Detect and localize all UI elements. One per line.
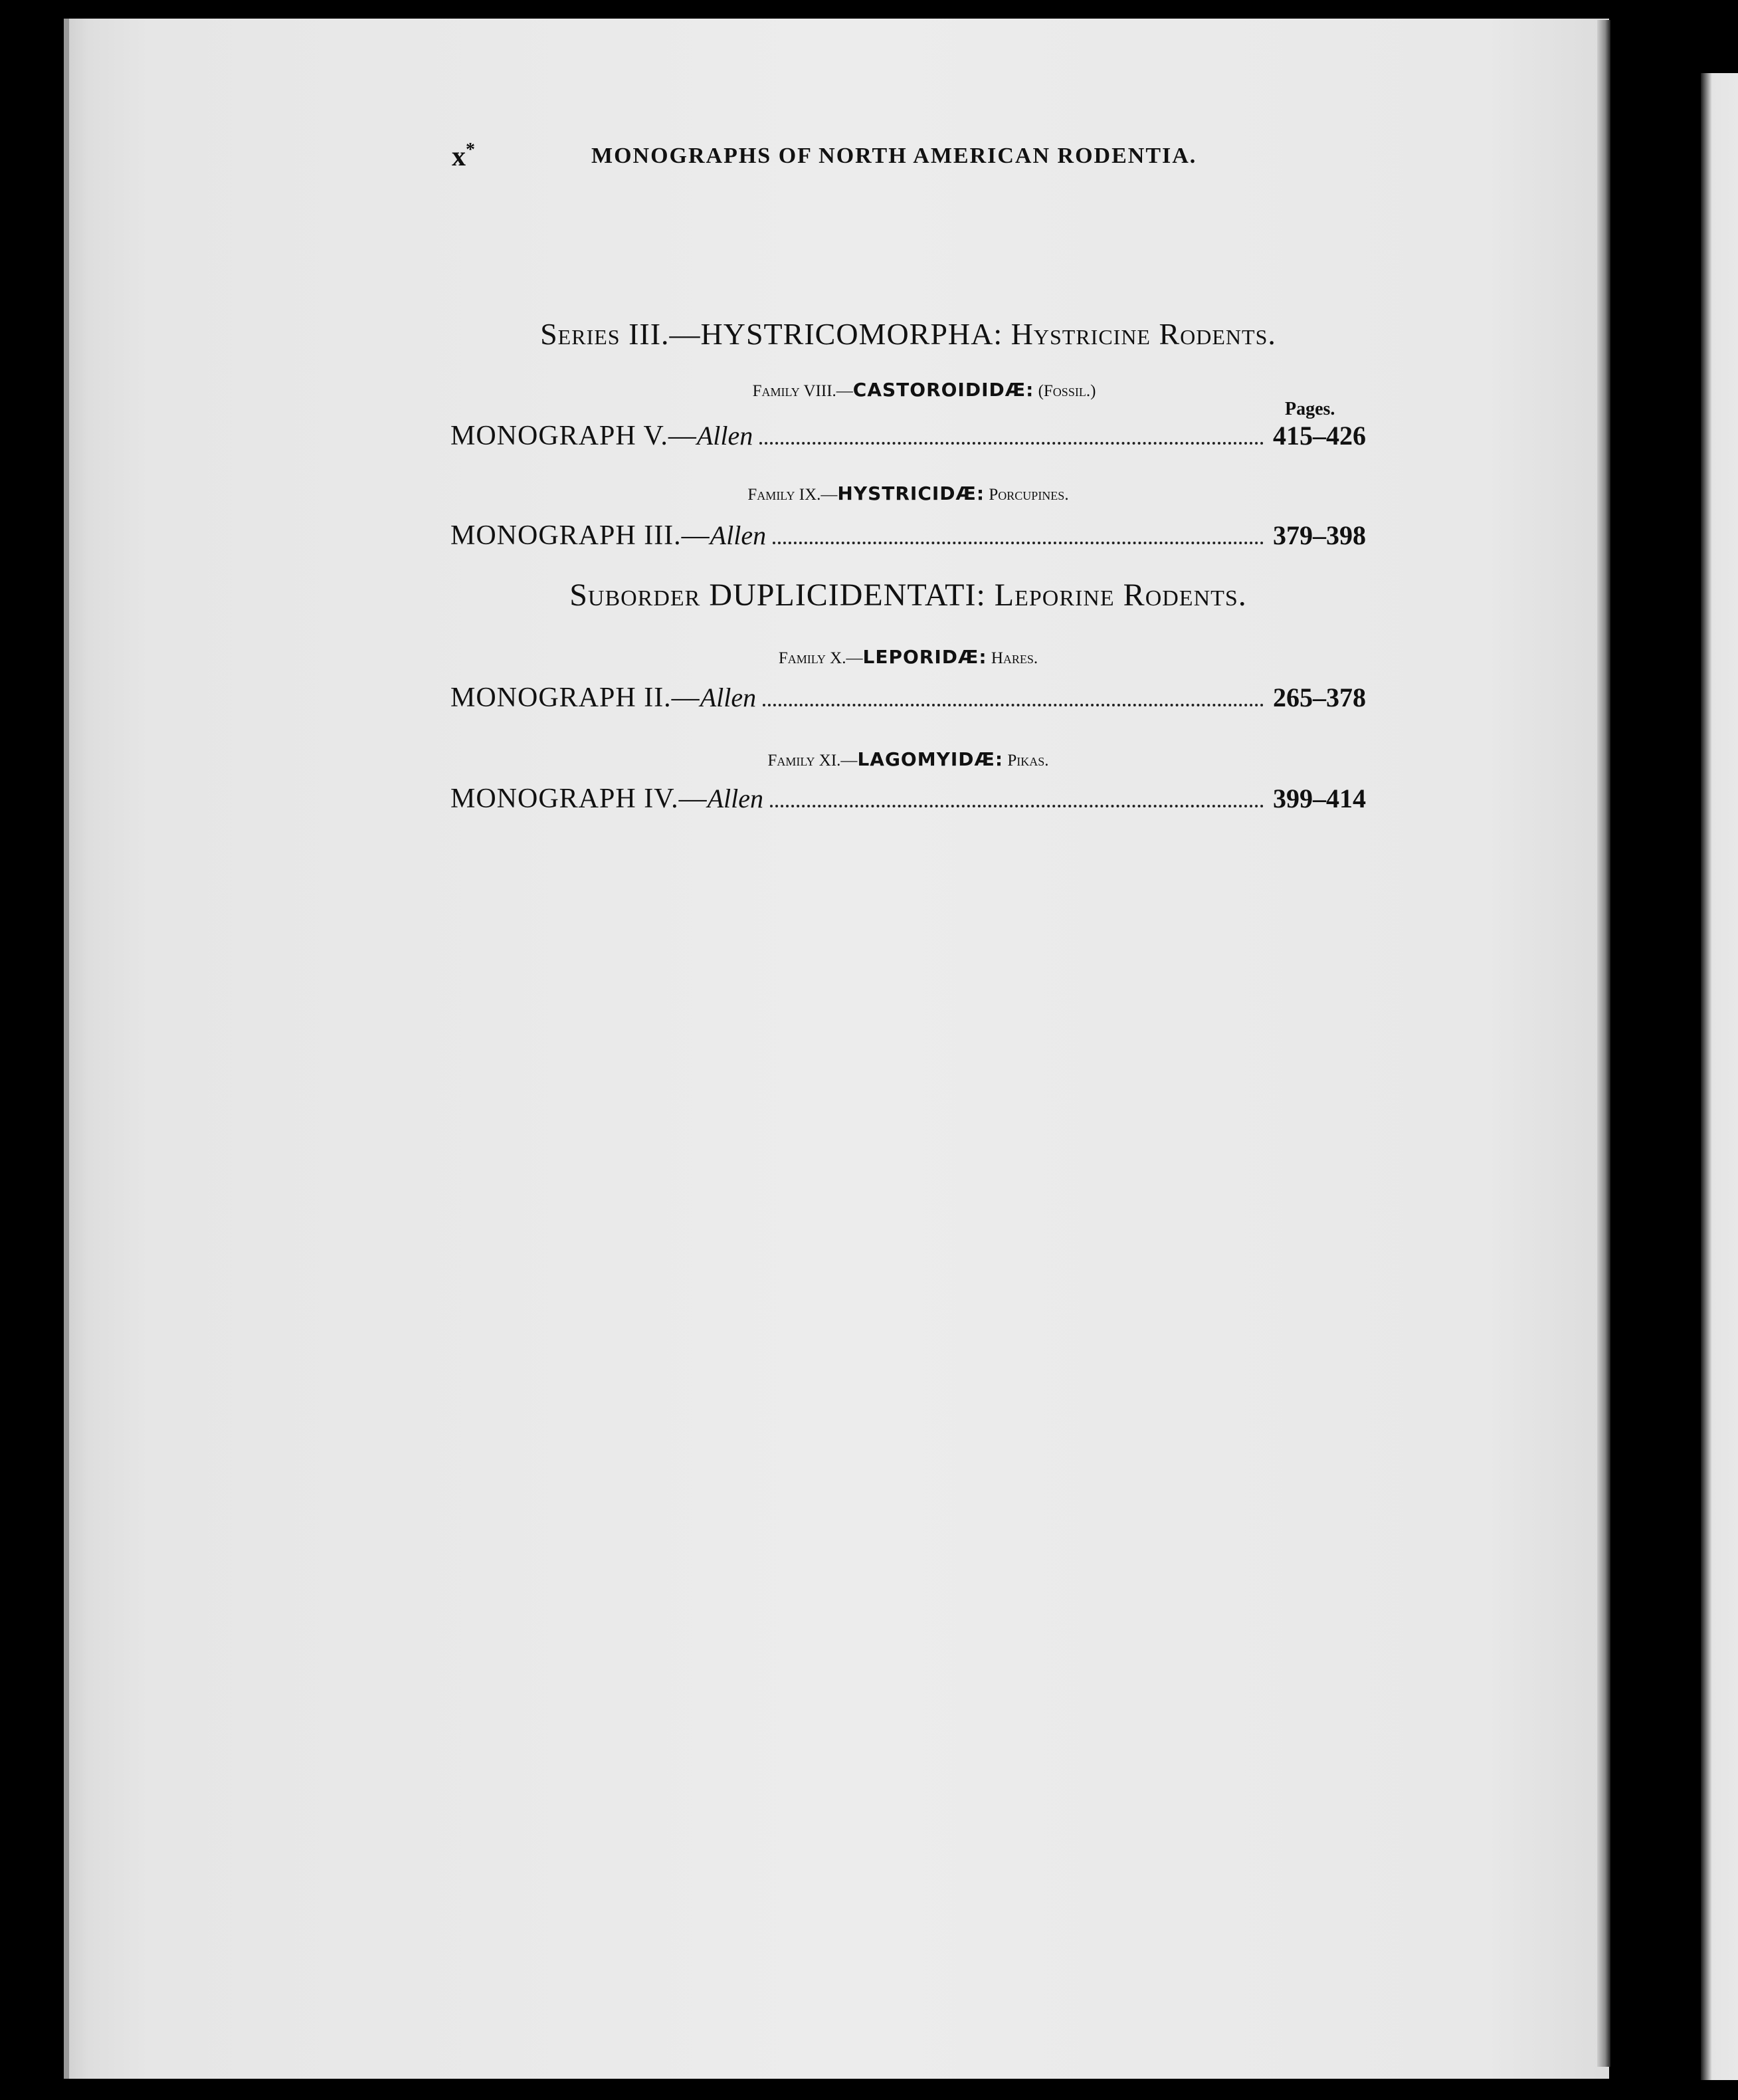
running-title: MONOGRAPHS OF NORTH AMERICAN RODENTIA. — [591, 144, 1197, 168]
pages-column-label: Pages. — [1285, 399, 1335, 419]
family-heading: Family IX.—HYSTRICIDÆ: Porcupines. — [747, 482, 1069, 504]
monograph-label: MONOGRAPH III.— — [450, 520, 710, 551]
page-range: 265–378 — [1273, 682, 1366, 712]
toc-entry — [450, 520, 1366, 552]
monograph-label: MONOGRAPH II.— — [450, 682, 700, 713]
dot-leader — [759, 442, 1264, 445]
dot-leader — [770, 805, 1264, 807]
author-name: Allen — [700, 682, 757, 712]
family-heading: Family VIII.—CASTOROIDIDÆ: (Fossil.) — [752, 379, 1096, 401]
dot-leader — [773, 542, 1264, 544]
monograph-label: MONOGRAPH V.— — [450, 421, 697, 451]
toc-entry — [450, 682, 1366, 714]
page-folio: x* — [452, 140, 475, 172]
family-heading: Family X.—LEPORIDÆ: Hares. — [778, 646, 1038, 668]
toc-entry — [450, 420, 1366, 452]
dot-leader — [763, 704, 1264, 706]
author-name: Allen — [707, 784, 764, 813]
page-range: 415–426 — [1273, 421, 1366, 451]
author-name: Allen — [696, 421, 753, 451]
author-name: Allen — [710, 520, 767, 550]
page-edge — [1597, 20, 1610, 2067]
family-heading: Family XI.—LAGOMYIDÆ: Pikas. — [767, 748, 1049, 770]
series-heading: Series III.—HYSTRICOMORPHA: Hystricine Rodents. — [540, 317, 1276, 351]
monograph-label: MONOGRAPH IV.— — [450, 784, 708, 814]
page-range: 379–398 — [1273, 520, 1366, 550]
facing-page-edge — [1701, 73, 1738, 2080]
page-range: 399–414 — [1273, 784, 1366, 813]
toc-entry — [450, 783, 1366, 815]
suborder-heading: Suborder DUPLICIDENTATI: Leporine Rodents. — [569, 578, 1247, 613]
